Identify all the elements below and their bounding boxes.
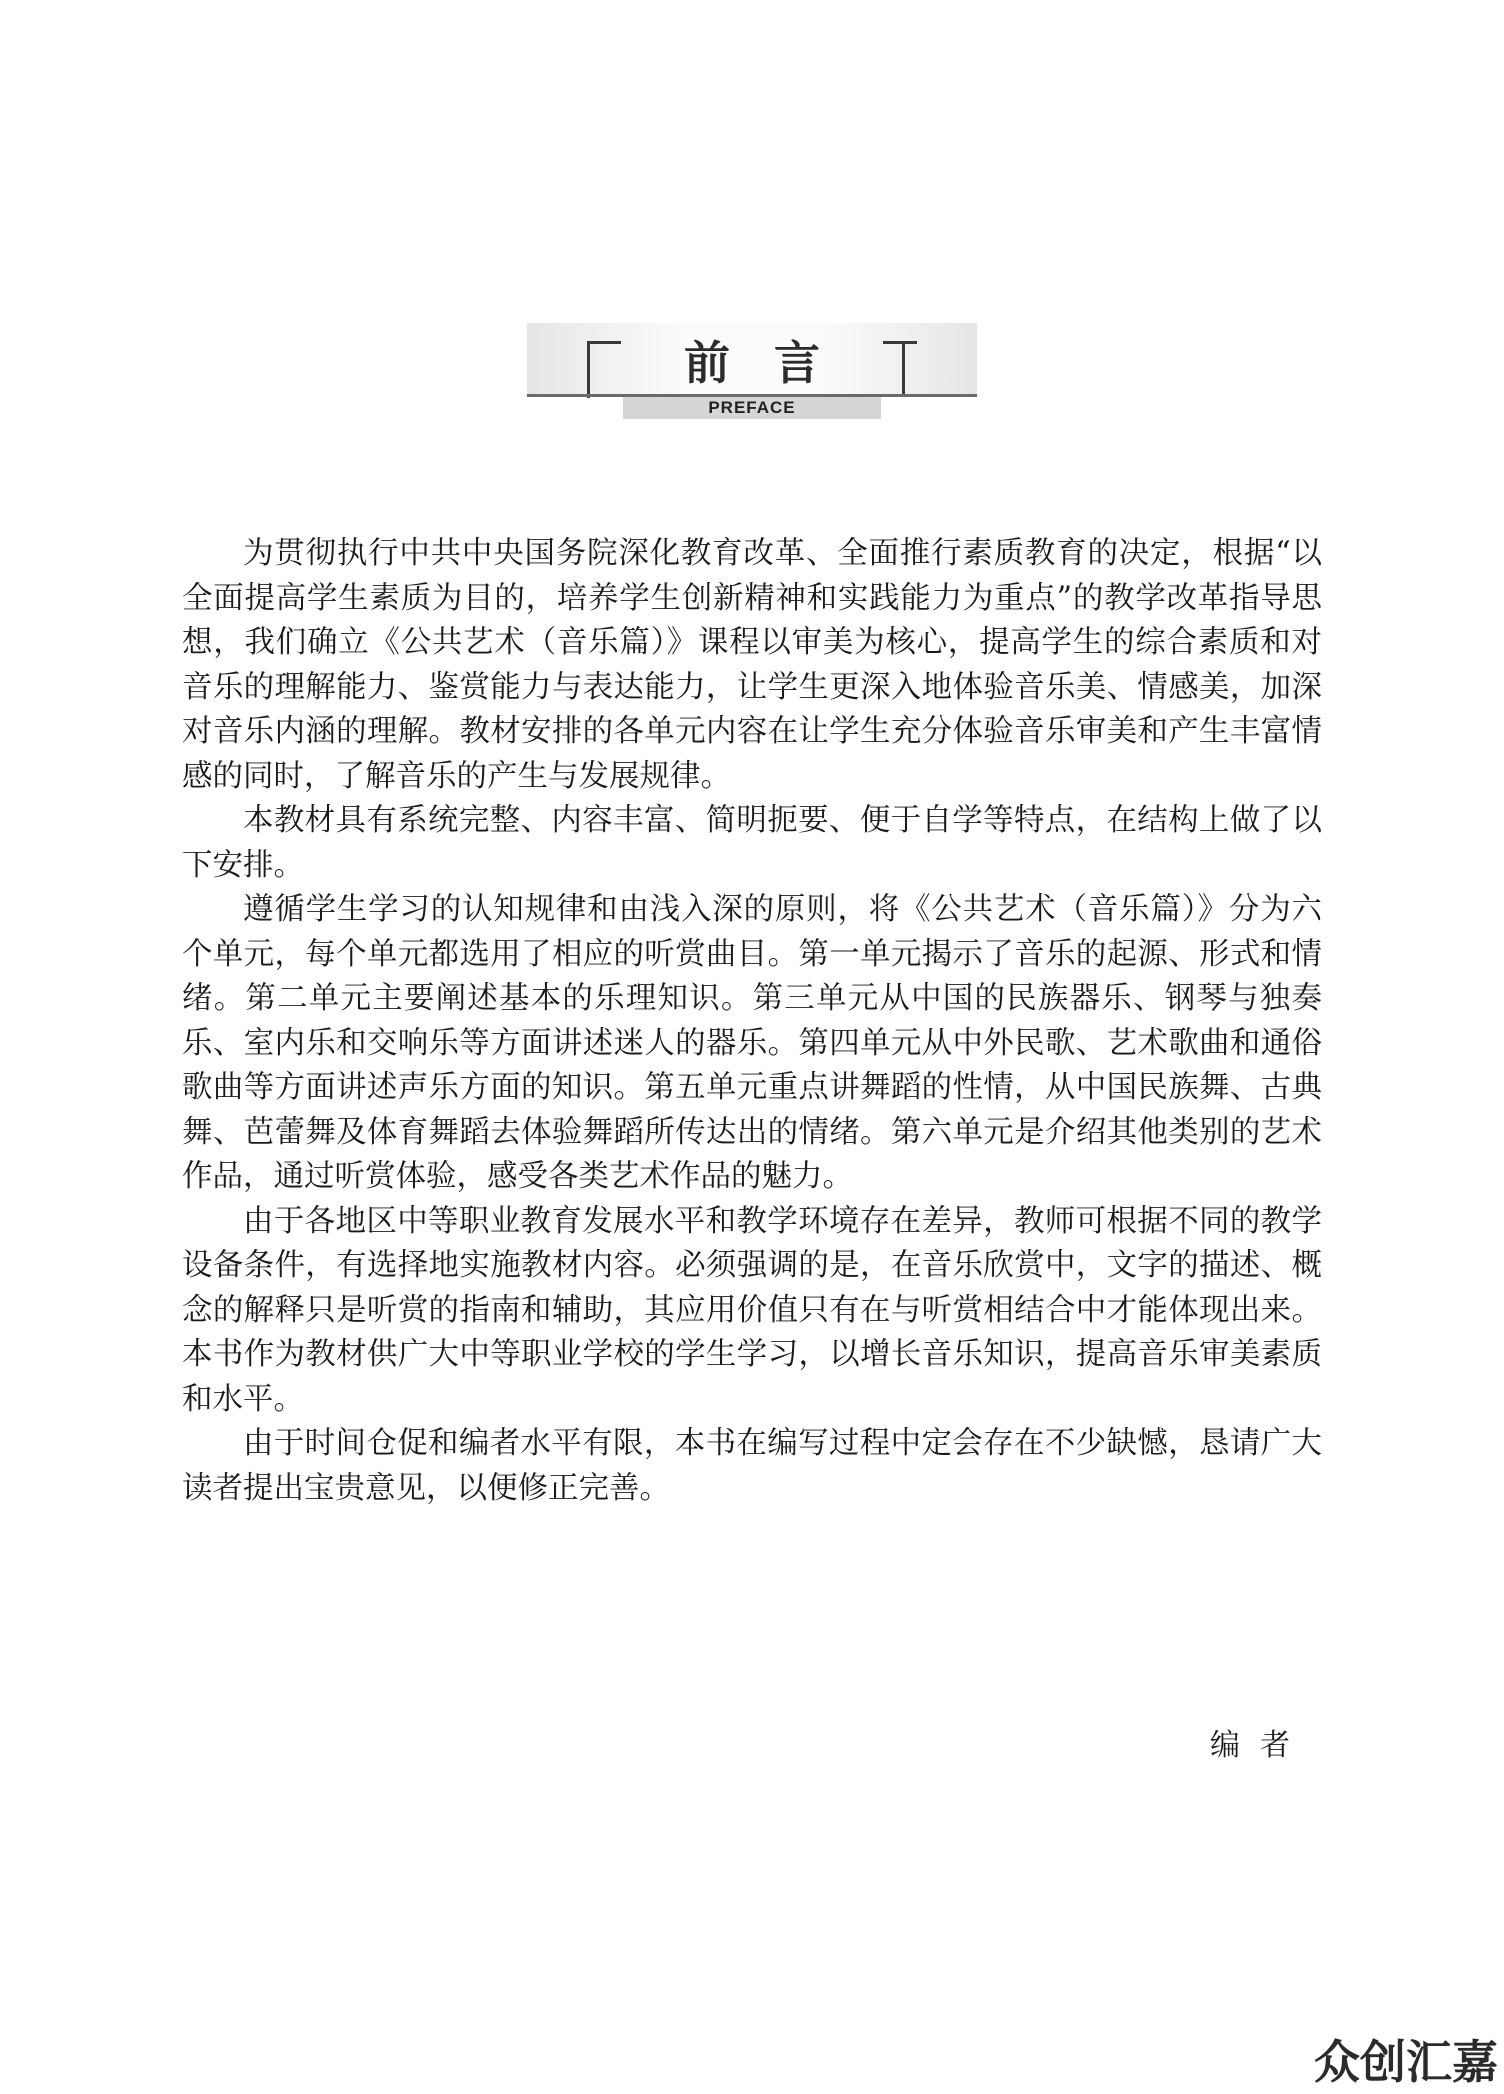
paragraph: 由于各地区中等职业教育发展水平和教学环境存在差异，教师可根据不同的教学设备条件，有选择地实施教材内容。必须强调的是，在音乐欣赏中，文字的描述、概念的解释只是听赏的指南和辅助，其应用价值只有在与听赏相结合中才能体现出来。本书作为教材供广大中等职业学校的学生学习，以增长音乐知识，提高音乐审美素质和水平。: [182, 1203, 1322, 1417]
author-signature: 编者: [1210, 1728, 1310, 1763]
paragraph: 由于时间仓促和编者水平有限，本书在编写过程中定会存在不少缺憾，恳请广大读者提出宝贵意见，以便修正完善。: [182, 1426, 1322, 1506]
preface-body: [182, 532, 1322, 1511]
paragraph: 为贯彻执行中共中央国务院深化教育改革、全面推行素质教育的决定，根据“以全面提高学生素质为目的，培养学生创新精神和实践能力为重点”的教学改革指导思想，我们确立《公共艺术（音乐篇）》课程以审美为核心，提高学生的综合素质和对音乐的理解能力、鉴赏能力与表达能力，让学生更深入地体验音乐美、情感美，加深对音乐内涵的理解。教材安排的各单元内容在让学生充分体验音乐审美和产生丰富情感的同时，了解音乐的产生与发展规律。: [182, 536, 1322, 794]
preface-header-banner: [527, 323, 977, 417]
watermark-logo: 众创汇嘉: [1314, 2035, 1498, 2089]
paragraph: 遵循学生学习的认知规律和由浅入深的原则，将《公共艺术（音乐篇）》分为六个单元，每个单元都选用了相应的听赏曲目。第一单元揭示了音乐的起源、形式和情绪。第二单元主要阐述基本的乐理知识。第三单元从中国的民族器乐、钢琴与独奏乐、室内乐和交响乐等方面讲述迷人的器乐。第四单元从中外民歌、艺术歌曲和通俗歌曲等方面讲述声乐方面的知识。第五单元重点讲舞蹈的性情，从中国民族舞、古典舞、芭蕾舞及体育舞蹈去体验舞蹈所传达出的情绪。第六单元是介绍其他类别的艺术作品，通过听赏体验，感受各类艺术作品的魅力。: [182, 892, 1322, 1194]
page-subtitle: PREFACE: [623, 397, 881, 419]
paragraph: 本教材具有系统完整、内容丰富、简明扼要、便于自学等特点，在结构上做了以下安排。: [182, 803, 1322, 883]
page-title: 前言: [684, 336, 864, 390]
